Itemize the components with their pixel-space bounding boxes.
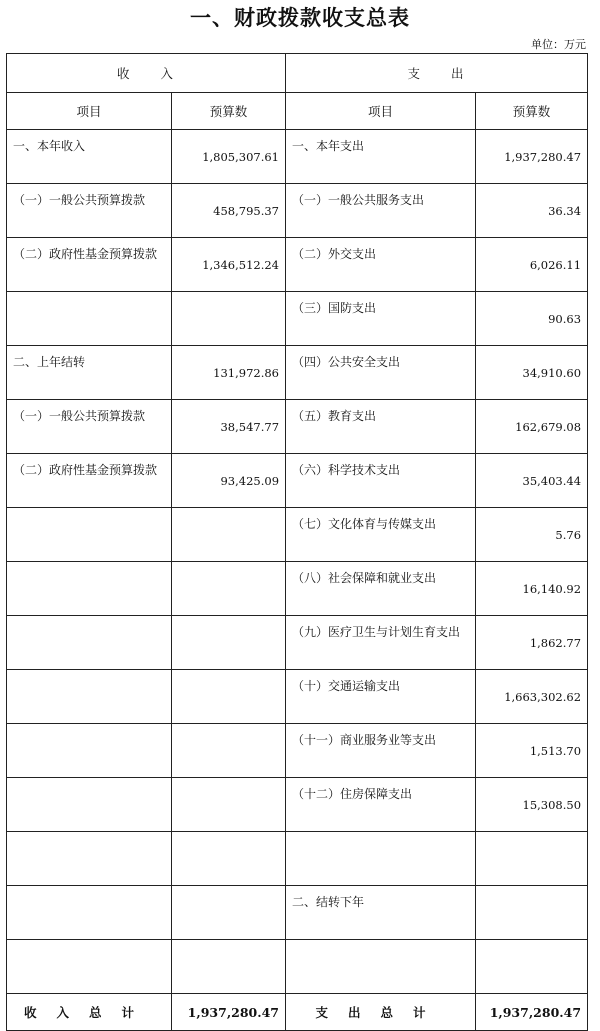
table-row xyxy=(7,886,588,940)
expense-item-cell: （一）一般公共服务支出 xyxy=(286,184,476,238)
table-row xyxy=(7,832,588,886)
expense-item-cell xyxy=(286,832,476,886)
income-value-cell xyxy=(172,832,286,886)
income-value-cell xyxy=(172,940,286,994)
expense-item-cell: （三）国防支出 xyxy=(286,292,476,346)
expense-item-cell: （八）社会保障和就业支出 xyxy=(286,562,476,616)
income-item-cell xyxy=(7,778,172,832)
table-row xyxy=(7,238,588,292)
expense-value-cell: 162,679.08 xyxy=(476,400,588,454)
expense-value-cell: 15,308.50 xyxy=(476,778,588,832)
page-title: 一、财政拨款收支总表 xyxy=(190,6,410,30)
expense-value-cell: 1,862.77 xyxy=(476,616,588,670)
expense-item-cell: （五）教育支出 xyxy=(286,400,476,454)
table-row xyxy=(7,130,588,184)
table-row xyxy=(7,778,588,832)
expense-value-cell xyxy=(476,832,588,886)
income-total-value: 1,937,280.47 xyxy=(172,994,286,1031)
expense-value-cell: 34,910.60 xyxy=(476,346,588,400)
expense-item-header: 项目 xyxy=(286,93,476,130)
table-row xyxy=(7,400,588,454)
expense-value-cell: 1,663,302.62 xyxy=(476,670,588,724)
expense-section-header: 支 出 xyxy=(286,54,588,93)
income-value-cell: 458,795.37 xyxy=(172,184,286,238)
table-row xyxy=(7,724,588,778)
budget-table xyxy=(6,53,588,1031)
income-value-cell xyxy=(172,616,286,670)
expense-value-cell: 36.34 xyxy=(476,184,588,238)
expense-item-cell: （二）外交支出 xyxy=(286,238,476,292)
expense-item-cell: （十）交通运输支出 xyxy=(286,670,476,724)
expense-total-value: 1,937,280.47 xyxy=(476,994,588,1031)
income-value-cell xyxy=(172,724,286,778)
table-row xyxy=(7,292,588,346)
income-value-cell xyxy=(172,562,286,616)
income-item-cell xyxy=(7,724,172,778)
expense-value-cell: 6,026.11 xyxy=(476,238,588,292)
expense-value-cell: 5.76 xyxy=(476,508,588,562)
totals-row xyxy=(7,994,588,1031)
income-item-cell xyxy=(7,670,172,724)
income-value-cell xyxy=(172,886,286,940)
income-item-cell xyxy=(7,508,172,562)
table-row xyxy=(7,508,588,562)
income-value-cell xyxy=(172,778,286,832)
income-value-cell: 38,547.77 xyxy=(172,400,286,454)
expense-value-cell: 1,937,280.47 xyxy=(476,130,588,184)
expense-item-cell: （四）公共安全支出 xyxy=(286,346,476,400)
header-row-sections xyxy=(7,54,588,93)
income-item-cell xyxy=(7,562,172,616)
income-value-cell: 93,425.09 xyxy=(172,454,286,508)
income-item-header: 项目 xyxy=(7,93,172,130)
income-item-cell: （二）政府性基金预算拨款 xyxy=(7,454,172,508)
expense-item-cell: （十一）商业服务业等支出 xyxy=(286,724,476,778)
expense-item-cell: （九）医疗卫生与计划生育支出 xyxy=(286,616,476,670)
table-body xyxy=(7,54,588,1031)
expense-value-cell: 35,403.44 xyxy=(476,454,588,508)
income-value-cell: 131,972.86 xyxy=(172,346,286,400)
expense-budget-header: 预算数 xyxy=(476,93,588,130)
table-row xyxy=(7,562,588,616)
expense-value-cell: 16,140.92 xyxy=(476,562,588,616)
income-value-cell xyxy=(172,508,286,562)
income-item-cell: （二）政府性基金预算拨款 xyxy=(7,238,172,292)
income-value-cell: 1,346,512.24 xyxy=(172,238,286,292)
expense-item-cell: （七）文化体育与传媒支出 xyxy=(286,508,476,562)
income-value-cell: 1,805,307.61 xyxy=(172,130,286,184)
table-row xyxy=(7,454,588,508)
table-row xyxy=(7,670,588,724)
income-value-cell xyxy=(172,292,286,346)
income-item-cell: 二、上年结转 xyxy=(7,346,172,400)
table-row xyxy=(7,346,588,400)
table-row xyxy=(7,616,588,670)
expense-value-cell xyxy=(476,886,588,940)
table-row xyxy=(7,184,588,238)
unit-label: 单位：万元 xyxy=(531,38,586,51)
income-value-cell xyxy=(172,670,286,724)
income-item-cell: 一、本年收入 xyxy=(7,130,172,184)
expense-value-cell xyxy=(476,940,588,994)
header-row-columns xyxy=(7,93,588,130)
income-budget-header: 预算数 xyxy=(172,93,286,130)
income-item-cell xyxy=(7,832,172,886)
income-item-cell xyxy=(7,886,172,940)
expense-item-cell: 二、结转下年 xyxy=(286,886,476,940)
income-total-label: 收入总计 xyxy=(7,994,172,1031)
expense-item-cell: 一、本年支出 xyxy=(286,130,476,184)
expense-value-cell: 90.63 xyxy=(476,292,588,346)
expense-item-cell: （六）科学技术支出 xyxy=(286,454,476,508)
table-row xyxy=(7,940,588,994)
expense-value-cell: 1,513.70 xyxy=(476,724,588,778)
income-item-cell xyxy=(7,616,172,670)
expense-item-cell xyxy=(286,940,476,994)
income-section-header: 收 入 xyxy=(7,54,286,93)
expense-total-label: 支出总计 xyxy=(286,994,476,1031)
income-item-cell xyxy=(7,292,172,346)
income-item-cell xyxy=(7,940,172,994)
expense-item-cell: （十二）住房保障支出 xyxy=(286,778,476,832)
income-item-cell: （一）一般公共预算拨款 xyxy=(7,184,172,238)
income-item-cell: （一）一般公共预算拨款 xyxy=(7,400,172,454)
